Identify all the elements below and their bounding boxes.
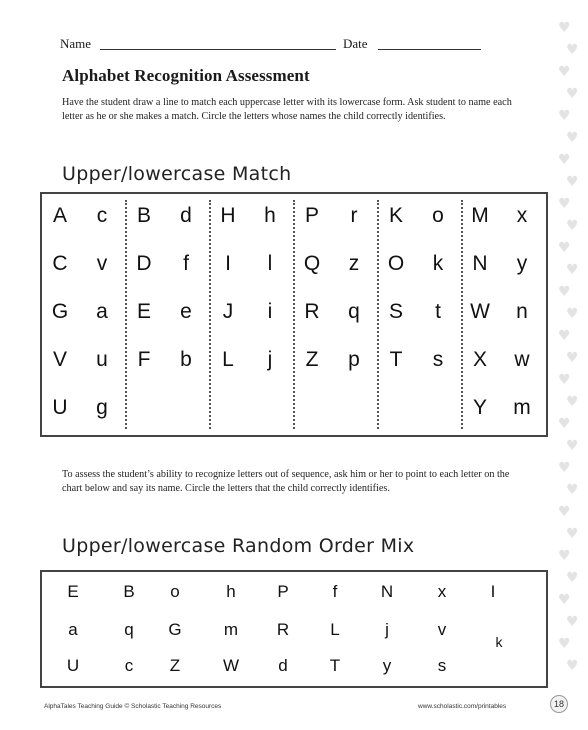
uppercase-letter[interactable]: Z (305, 348, 319, 371)
lowercase-letter[interactable]: m (513, 396, 531, 419)
mix-letter[interactable]: s (437, 656, 447, 675)
lowercase-letter[interactable]: k (432, 252, 444, 275)
heart-icon: ♥ (558, 504, 571, 520)
mix-letter[interactable]: L (330, 620, 340, 639)
lowercase-letter[interactable]: z (348, 252, 360, 275)
mix-letter[interactable]: B (123, 582, 135, 601)
lowercase-letter[interactable]: i (267, 300, 273, 323)
uppercase-letter[interactable]: U (52, 396, 68, 419)
mix-letter[interactable]: d (278, 656, 288, 675)
uppercase-letter[interactable]: W (470, 300, 490, 323)
heart-icon: ♥ (566, 482, 579, 498)
uppercase-letter[interactable]: P (304, 204, 319, 227)
mix-letter[interactable]: U (66, 656, 80, 675)
heart-icon: ♥ (558, 372, 571, 388)
mix-section-heading: Upper/lowercase Random Order Mix (62, 535, 415, 557)
heart-icon: ♥ (566, 614, 579, 630)
lowercase-letter[interactable]: n (516, 300, 528, 323)
mix-letter[interactable]: o (170, 582, 180, 601)
lowercase-letter[interactable]: c (96, 204, 108, 227)
uppercase-letter[interactable]: A (52, 204, 67, 227)
uppercase-letter[interactable]: B (136, 204, 151, 227)
uppercase-letter[interactable]: H (220, 204, 236, 227)
uppercase-letter[interactable]: O (387, 252, 405, 275)
uppercase-letter[interactable]: E (136, 300, 151, 323)
heart-icon: ♥ (558, 416, 571, 432)
mix-letter[interactable]: y (382, 656, 392, 675)
lowercase-letter[interactable]: b (180, 348, 192, 371)
lowercase-letter[interactable]: e (180, 300, 192, 323)
mix-letter[interactable]: T (329, 656, 341, 675)
lowercase-letter[interactable]: w (514, 348, 530, 371)
heart-icon: ♥ (566, 174, 579, 190)
column-divider (209, 200, 211, 429)
heart-icon: ♥ (558, 284, 571, 300)
footer-url: www.scholastic.com/printables (418, 703, 507, 710)
name-blank[interactable] (100, 49, 336, 50)
mix-letter[interactable]: c (124, 656, 134, 675)
mix-letter[interactable]: G (168, 620, 182, 639)
date-label: Date (343, 36, 368, 51)
mix-letter[interactable]: f (332, 582, 338, 601)
heart-icon: ♥ (566, 526, 579, 542)
mix-letter[interactable]: P (277, 582, 289, 601)
heart-icon: ♥ (558, 108, 571, 124)
uppercase-letter[interactable]: R (304, 300, 320, 323)
mix-letter[interactable]: Z (169, 656, 181, 675)
heart-icon: ♥ (558, 64, 571, 80)
column-divider (461, 200, 463, 429)
uppercase-letter[interactable]: C (52, 252, 68, 275)
heart-icon: ♥ (558, 196, 571, 212)
lowercase-letter[interactable]: u (96, 348, 108, 371)
lowercase-letter[interactable]: t (435, 300, 441, 323)
match-table (40, 192, 548, 437)
lowercase-letter[interactable]: s (432, 348, 444, 371)
page-number: 18 (550, 695, 568, 713)
footer-credit: AlphaTales Teaching Guide © Scholastic Teaching Resources (44, 703, 222, 710)
mix-letter[interactable]: q (124, 620, 134, 639)
heart-icon: ♥ (558, 460, 571, 476)
mix-instructions: To assess the student’s ability to recognize letters out of sequence, ask him or her to point to each letter on the chart below and say its name. Circle the letters that the child correctly identifies. (62, 469, 510, 494)
lowercase-letter[interactable]: d (180, 204, 192, 227)
uppercase-letter[interactable]: M (471, 204, 489, 227)
mix-letter[interactable]: j (385, 620, 389, 639)
lowercase-letter[interactable]: l (267, 252, 273, 275)
uppercase-letter[interactable]: Q (303, 252, 321, 275)
uppercase-letter[interactable]: D (136, 252, 152, 275)
heart-icon: ♥ (566, 262, 579, 278)
match-instructions: Have the student draw a line to match each uppercase letter with its lowercase form. Ask student to name each letter as he or she makes a match. Circle the letters whose names the child correctly identifies. (62, 97, 512, 122)
lowercase-letter[interactable]: y (516, 252, 528, 275)
heart-icon: ♥ (566, 350, 579, 366)
heart-icon: ♥ (566, 42, 579, 58)
lowercase-letter[interactable]: h (264, 204, 276, 227)
lowercase-letter[interactable]: a (96, 300, 108, 323)
uppercase-letter[interactable]: Y (472, 396, 487, 419)
name-label: Name (60, 36, 92, 51)
lowercase-letter[interactable]: q (348, 300, 360, 323)
heart-icon: ♥ (566, 306, 579, 322)
mix-letter[interactable]: h (226, 582, 236, 601)
heart-icon: ♥ (566, 130, 579, 146)
lowercase-letter[interactable]: j (267, 348, 273, 371)
page-title: Alphabet Recognition Assessment (62, 66, 310, 85)
mix-letter[interactable]: k (495, 634, 503, 650)
heart-icon: ♥ (566, 438, 579, 454)
heart-icon: ♥ (566, 86, 579, 102)
lowercase-letter[interactable]: x (516, 204, 528, 227)
column-divider (377, 200, 379, 429)
date-blank[interactable] (378, 49, 481, 50)
mix-table (40, 570, 548, 688)
heart-icon: ♥ (558, 636, 571, 652)
column-divider (125, 200, 127, 429)
mix-letter[interactable]: N (380, 582, 394, 601)
uppercase-letter[interactable]: S (388, 300, 403, 323)
uppercase-letter[interactable]: L (222, 348, 234, 371)
mix-letter[interactable]: R (276, 620, 290, 639)
uppercase-letter[interactable]: I (225, 252, 231, 275)
heart-icon: ♥ (558, 20, 571, 36)
column-divider (293, 200, 295, 429)
heart-icon: ♥ (558, 548, 571, 564)
mix-letter[interactable]: E (67, 582, 79, 601)
lowercase-letter[interactable]: f (183, 252, 189, 275)
uppercase-letter[interactable]: K (388, 204, 403, 227)
lowercase-letter[interactable]: g (96, 396, 108, 419)
heart-icon: ♥ (558, 328, 571, 344)
uppercase-letter[interactable]: X (472, 348, 487, 371)
uppercase-letter[interactable]: V (52, 348, 67, 371)
uppercase-letter[interactable]: N (472, 252, 488, 275)
lowercase-letter[interactable]: p (348, 348, 360, 371)
mix-letter[interactable]: m (223, 620, 239, 639)
uppercase-letter[interactable]: T (389, 348, 403, 371)
match-section-heading: Upper/lowercase Match (62, 163, 292, 185)
lowercase-letter[interactable]: r (350, 204, 358, 227)
mix-letter[interactable]: W (222, 656, 240, 675)
name-date-line (60, 36, 368, 52)
heart-icon: ♥ (558, 240, 571, 256)
mix-letter[interactable]: a (68, 620, 78, 639)
mix-letter[interactable]: v (437, 620, 447, 639)
heart-icon: ♥ (566, 570, 579, 586)
heart-icon: ♥ (566, 394, 579, 410)
mix-letter[interactable]: x (437, 582, 447, 601)
mix-letter[interactable]: I (490, 582, 496, 601)
heart-icon: ♥ (558, 152, 571, 168)
heart-icon: ♥ (558, 592, 571, 608)
uppercase-letter[interactable]: G (51, 300, 69, 323)
heart-icon: ♥ (566, 218, 579, 234)
heart-border-decoration (554, 20, 584, 680)
uppercase-letter[interactable]: J (222, 300, 234, 323)
lowercase-letter[interactable]: v (96, 252, 108, 275)
lowercase-letter[interactable]: o (432, 204, 444, 227)
heart-icon: ♥ (566, 658, 579, 674)
uppercase-letter[interactable]: F (137, 348, 151, 371)
